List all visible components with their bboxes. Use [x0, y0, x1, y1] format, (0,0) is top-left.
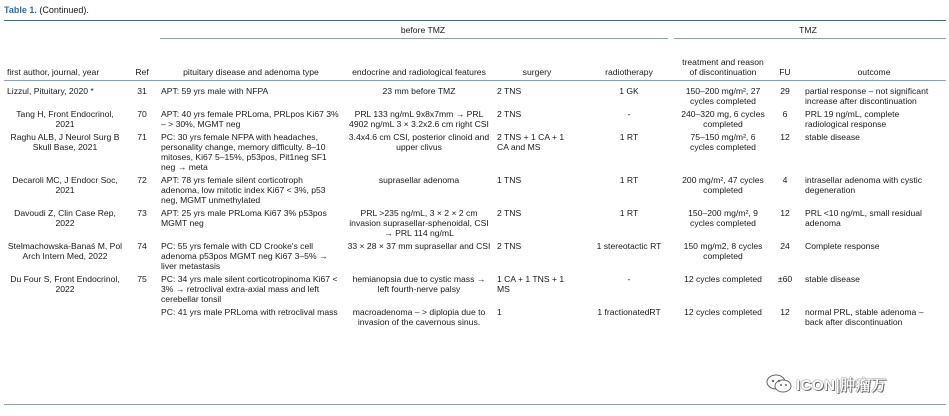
cell-treatment: 200 mg/m², 47 cycles completed [682, 174, 764, 195]
table-row [4, 305, 946, 328]
header-outcome: outcome [857, 66, 891, 77]
header-radiotherapy: radiotherapy [605, 66, 653, 77]
cell-radiotherapy: 1 GK [619, 85, 639, 96]
watermark-text: ICON|肿瘤万 [796, 376, 887, 394]
table-row [4, 173, 946, 206]
cell-surgery: 1 CA + 1 TNS + 1 MS [497, 273, 565, 294]
cell-author: Davoudi Z, Clin Case Rep, 2022 [14, 207, 116, 228]
cell-fu: 29 [780, 85, 790, 96]
cell-features: 33 × 28 × 37 mm suprasellar and CSI [347, 240, 491, 251]
group-before-underline [160, 38, 668, 39]
cell-surgery: 1 TNS [497, 174, 522, 185]
cell-radiotherapy: 1 fractionatedRT [597, 306, 661, 317]
cell-treatment: 12 cycles completed [684, 306, 762, 317]
cell-radiotherapy: - [627, 273, 631, 284]
cell-outcome: partial response – not significant increase after discontinuation [805, 85, 929, 106]
cell-ref: 70 [137, 108, 147, 119]
cell-features: macroadenoma – > diplopia due to invasion of the cavernous sinus. [352, 306, 486, 327]
cell-disease: APT: 40 yrs female PRLoma, PRLpos Ki67 3% – > 30%, MGMT neg [161, 108, 339, 129]
cell-features: PRL >235 ng/mL, 3 × 2 × 2 cm invasion suprasellar-sphenoidal, CSI → PRL 114 ng/mL [349, 207, 489, 238]
header-features: endocrine and radiological features [352, 66, 486, 77]
cell-fu: 12 [780, 207, 790, 218]
cell-disease: APT: 78 yrs female silent corticotroph adenoma, low mitotic index Ki67 < 3%, p53 neg, MGMT unmethylated [161, 174, 326, 205]
cell-treatment: 150–200 mg/m², 9 cycles completed [688, 207, 758, 228]
cell-outcome: stable disease [805, 131, 860, 142]
cell-treatment: 150–200 mg/m², 27 cycles completed [685, 85, 761, 106]
top-rule [4, 20, 946, 21]
cell-radiotherapy: 1 RT [619, 131, 639, 142]
cell-fu: 4 [782, 174, 788, 185]
cell-fu: 6 [782, 108, 788, 119]
cell-ref: 31 [137, 85, 147, 96]
watermark [766, 364, 944, 404]
cell-outcome: Complete response [805, 240, 880, 251]
cell-outcome: PRL 19 ng/mL, complete radiological response [805, 108, 900, 129]
cell-features: 3.4x4.6 cm CSI, posterior clinoid and upper clivus [348, 131, 490, 152]
cell-ref: 75 [137, 273, 147, 284]
cell-surgery: 2 TNS [497, 240, 522, 251]
cell-author: Decaroli MC, J Endocr Soc, 2021 [12, 174, 118, 195]
cell-disease: APT: 25 yrs male PRLoma Ki67 3% p53pos MGMT neg [161, 207, 327, 228]
group-before-tmz: before TMZ [400, 25, 446, 35]
cell-ref: 74 [137, 240, 147, 251]
cell-features: hemianopsia due to cystic mass → left fourth-nerve palsy [352, 273, 486, 294]
cell-treatment: 240–320 mg, 6 cycles completed [681, 108, 765, 129]
wechat-icon [766, 373, 792, 395]
table-row [4, 239, 946, 272]
cell-treatment: 12 cycles completed [684, 273, 762, 284]
cell-fu: 24 [780, 240, 790, 251]
table-caption-label: Table 1. [4, 5, 37, 15]
cell-features: 23 mm before TMZ [382, 85, 456, 96]
header-ref: Ref [135, 66, 149, 77]
data-table [4, 40, 946, 328]
cell-outcome: PRL <10 ng/mL, small residual adenoma [805, 207, 922, 228]
cell-treatment: 150 mg/m2, 8 cycles completed [683, 240, 763, 261]
cell-surgery: 2 TNS [497, 207, 522, 218]
table-caption-text: (Continued). [39, 5, 89, 15]
cell-ref: 71 [137, 131, 147, 142]
table-row [4, 272, 946, 305]
table-caption [4, 5, 89, 15]
cell-disease: PC: 34 yrs male silent corticotropinoma Ki67 < 3% → retroclival extra-axial mass and left cerebellar tonsil [161, 273, 338, 304]
header-author: first author, journal, year [7, 66, 100, 77]
cell-radiotherapy: 1 RT [619, 174, 639, 185]
cell-outcome: normal PRL, stable adenoma – back after discontinuation [805, 306, 924, 327]
cell-fu: ±60 [777, 273, 793, 284]
cell-surgery: 2 TNS [497, 85, 522, 96]
cell-surgery: 2 TNS [497, 108, 522, 119]
cell-author: Stelmachowska-Banaś M, Pol Arch Intern Med, 2022 [7, 240, 123, 261]
cell-disease: PC: 41 yrs male PRLoma with retroclival mass [161, 306, 338, 317]
group-tmz-underline [674, 38, 946, 39]
cell-outcome: intrasellar adenoma with cystic degeneration [805, 174, 923, 195]
group-tmz: TMZ [799, 25, 817, 35]
table-row [4, 107, 946, 130]
cell-surgery: 1 [497, 306, 502, 317]
header-treatment: treatment and reason of discontinuation [682, 56, 764, 77]
cell-author: Raghu ALB, J Neurol Surg B Skull Base, 2021 [10, 131, 120, 152]
cell-treatment: 75–150 mg/m², 6 cycles completed [690, 131, 756, 152]
cell-author [4, 305, 126, 328]
table-row [4, 206, 946, 239]
header-surgery: surgery [522, 66, 552, 77]
cell-radiotherapy: - [627, 108, 631, 119]
cell-ref: 72 [137, 174, 147, 185]
cell-disease: APT: 59 yrs male with NFPA [161, 85, 269, 96]
table-row [4, 130, 946, 173]
cell-features: PRL 133 ng/mL 9x8x7mm → PRL 4902 ng/mL 3 × 3.2x2.6 cm right CSI [349, 108, 489, 129]
cell-author: Lizzul, Pituitary, 2020 * [7, 85, 94, 96]
cell-ref: 73 [137, 207, 147, 218]
bottom-rule [4, 404, 946, 405]
cell-surgery: 2 TNS + 1 CA + 1 CA and MS [497, 131, 565, 152]
table-row [4, 80, 946, 107]
cell-radiotherapy: 1 stereotactic RT [596, 240, 662, 251]
cell-features: suprasellar adenoma [378, 174, 460, 185]
header-disease: pituitary disease and adenoma type [183, 66, 319, 77]
cell-fu: 12 [780, 131, 790, 142]
header-fu: FU [779, 66, 791, 77]
cell-disease: PC: 30 yrs female NFPA with headaches, personality change, memory difficulty. 8–10 mitoses, Ki67 5–15%, p53pos, Pit1neg SF1 neg → meta [161, 131, 327, 172]
cell-outcome: stable disease [805, 273, 860, 284]
cell-radiotherapy: 1 RT [619, 207, 639, 218]
cell-author: Tang H, Front Endocrinol, 2021 [16, 108, 114, 129]
cell-ref [126, 305, 158, 328]
cell-author: Du Four S, Front Endocrinol, 2022 [10, 273, 120, 294]
cell-fu: 12 [780, 306, 790, 317]
cell-disease: PC: 55 yrs female with CD Crooke's cell adenoma p53pos MGMT neg Ki67 3–5% → liver metastasis [161, 240, 328, 271]
